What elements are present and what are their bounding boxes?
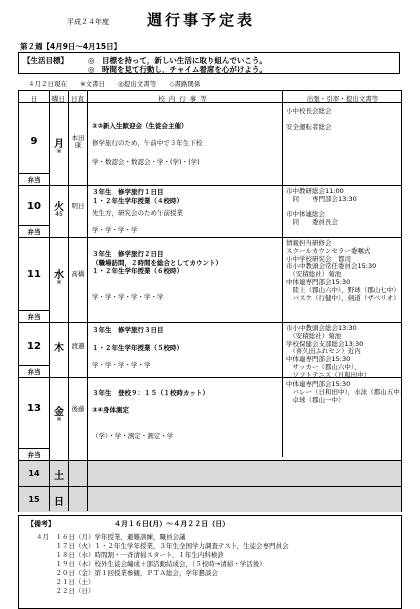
bento-label: 弁当 (27, 176, 41, 184)
week-range: 第２週【4月9日～4月15日】 (20, 42, 122, 51)
sunday-row-shade (19, 487, 401, 512)
period-subjects: 学・数認会・数認会・学・(学)・(学) (92, 158, 200, 166)
event-item: ③④身体測定 (92, 406, 130, 414)
day-number: 13 (27, 403, 41, 414)
outside-duties: 市小中教頭会総会13:30 （安積総社）菊池 学校保健会支部総会13:30 （喜久田ふれセン）近内 中体連専門部会15:30 サッカー（郡山六中）， ソフトテニス（日和田中） (286, 324, 371, 379)
day-of-week: 月 (54, 139, 64, 150)
notes-line: １７日（火）１・２年生学年授業，３年生全国学力調査テスト，生徒会専門員会 (36, 542, 289, 550)
outside-duties: 中体連専門部会15:30 バレー（日和田中），水泳（郡山五中） 卓球（郡山一中） (286, 380, 407, 404)
day-number: 9 (30, 136, 38, 147)
event-item: ３年生 修学旅行３日目 (92, 326, 164, 334)
period-subjects: 学・学・学・学・学・学 (92, 293, 164, 301)
fiscal-year-label: 平成２４年度 (67, 18, 109, 26)
event-item: ３年生 修学旅行１日目 １・２年生学年授業（４校時） (92, 188, 183, 205)
outside-duties: 市中教研総会11:00 同 専門部会13:30 市中体連総会 同 委員長会 (286, 187, 357, 227)
day-mark: ※ (56, 279, 62, 286)
event-item: ３年生 修学旅行２日目 （職場訪問，２時間を総合としてカウント） １・２年生学年授業（６校時） (92, 250, 222, 275)
day-number: 10 (27, 201, 41, 212)
legend-route: ◇書路関係 (169, 80, 201, 88)
outside-duties: 情報担当研修会 スクールカウンセラー委嘱式 小中学校研究会 都司 市小中教頭会常任委員会15:30 （安積総社）菊池 中体連専門部会15:30 陸上（郡山六中），野球（郡山七中） バスケ（行健中），剣道（ザベリオ） (286, 239, 400, 302)
event-item: ②③新入生歓迎会（生徒会主催） (92, 122, 188, 130)
legend (28, 79, 211, 88)
duty-person: 髙橋 (71, 270, 85, 278)
day-number: 14 (28, 469, 40, 478)
day-of-week: 日 (54, 497, 64, 508)
notes-line: ４月 １６日（月）学年授業，避難訓練，職員会議 (36, 533, 186, 541)
notes-date-range: ４月１６日(月）～４月２２日（日） (114, 520, 230, 528)
day-number: 11 (27, 269, 41, 280)
bento-label: 弁当 (27, 451, 41, 459)
event-item: 先生方，研究会のため午前授業 (92, 209, 183, 217)
col-header-events: 校内行事等 (158, 95, 211, 103)
col-header-outside: 出張・引率・提出文書等 (306, 95, 379, 103)
life-goal-box (18, 52, 400, 74)
duty-person: 渡邉 (71, 342, 85, 350)
day-of-week: 金 (54, 407, 64, 418)
weekly-schedule-table (18, 90, 407, 512)
duty-person: 本田康 (71, 134, 85, 149)
life-goal-label: 【生活目標】 (23, 56, 68, 65)
period-subjects: （学）・学・測定・測定・学 (92, 432, 174, 440)
notes-line: １８日（水）時間割・一斉清掃スタート，１年生内科検診 (36, 551, 224, 559)
life-goal-line: ◎ 時間を見て行動し，チャイム着席を心がけよう。 (88, 65, 267, 74)
day-of-week: 木 (54, 343, 64, 354)
col-header-dow: 曜日 (52, 95, 65, 103)
legend-document: ※文書日 (80, 80, 106, 88)
outside-duties: 小中校長会総会 安全運転者総会 (286, 107, 332, 131)
legend-submission: ◎提出文書等 (118, 80, 157, 88)
col-header-duty: 日直 (71, 95, 84, 103)
day-of-week: 水 (54, 270, 64, 281)
bento-label: 弁当 (27, 368, 41, 376)
saturday-row-shade (19, 460, 401, 486)
as-of-date: ４月２日現在 (28, 80, 67, 88)
notes-heading: 【備考】 (27, 520, 55, 528)
notes-line: ２１日（土） (36, 578, 95, 586)
period-subjects: 学・学・学・学・学 (92, 361, 151, 369)
day-of-week: 火 (54, 202, 64, 213)
bento-label: 弁当 (27, 313, 41, 321)
day-number: 12 (27, 341, 41, 352)
bento-label: 弁当 (27, 228, 41, 236)
period-subjects: 学・学・学・学 (92, 226, 138, 234)
notes-box (18, 515, 402, 609)
duty-person: 明日 (71, 202, 85, 210)
day-mark: 45 (55, 211, 63, 218)
duty-person: 後藤 (71, 405, 85, 413)
event-item: ３年生 登校９：１５（１校時カット） (92, 389, 209, 397)
day-mark: ※ (56, 148, 62, 155)
col-header-day: 日 (30, 95, 38, 103)
notes-line: ２０日（金）第１回授業参観，ＰＴＡ総会，学年懇談会 (36, 569, 218, 577)
day-of-week: 土 (54, 471, 64, 482)
day-mark: ※ (56, 416, 62, 423)
page-title: 週行事予定表 (147, 11, 256, 29)
notes-line: １９日（木）校外生徒会編成＋部活動結成会，（５校時→清掃・学活後） (36, 560, 266, 568)
notes-line: ２２日（日） (36, 587, 95, 595)
event-item: １・２年生学年授業（５校時） (92, 344, 183, 352)
life-goal-line: ◎ 目標を持って，新しい生活に取り組んでいこう。 (88, 56, 267, 65)
day-number: 15 (28, 495, 40, 504)
event-item: 修学旅行のため，午前中で３年生下校 (92, 139, 203, 147)
